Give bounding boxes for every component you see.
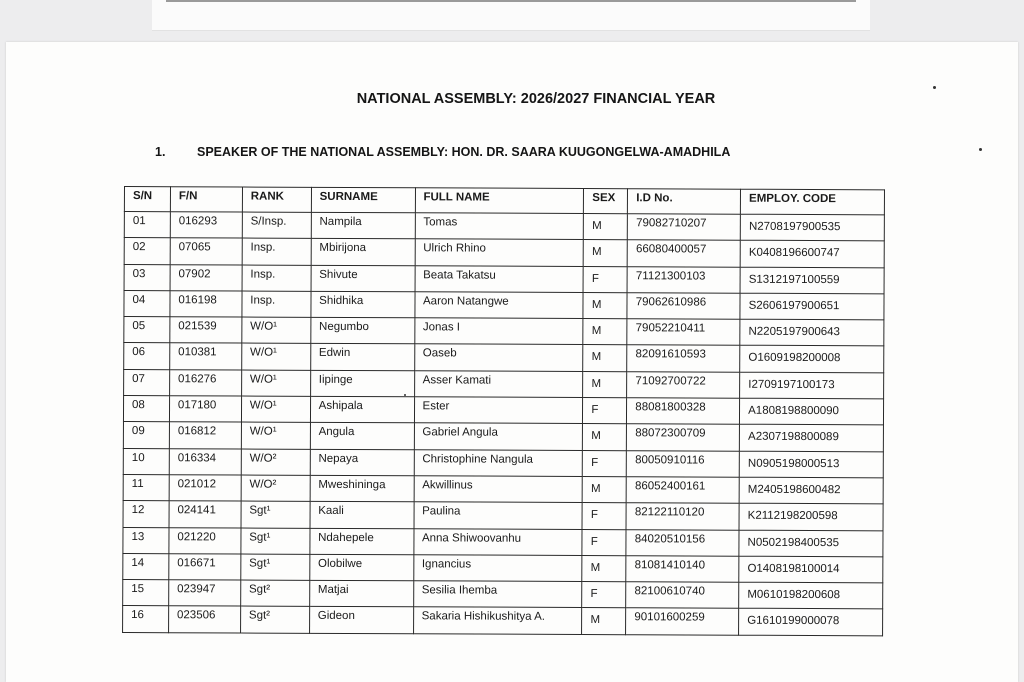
table-row xyxy=(124,264,884,294)
cell-sex: F xyxy=(583,266,627,292)
cell-sn: 07 xyxy=(124,369,170,395)
cell-fn: 07902 xyxy=(170,264,242,291)
header-sn: S/N xyxy=(124,187,170,212)
table-row xyxy=(123,501,883,531)
cell-sn: 04 xyxy=(124,290,170,316)
cell-employ-code: K2112198200598 xyxy=(739,503,883,530)
cell-surname: Shivute xyxy=(311,265,415,292)
cell-employ-code: G1610199000078 xyxy=(739,609,883,636)
cell-surname: Nampila xyxy=(311,212,415,239)
cell-rank: W/O¹ xyxy=(241,396,310,423)
document-page xyxy=(6,42,1018,682)
cell-sn: 08 xyxy=(123,396,169,422)
table-row xyxy=(123,580,883,610)
cell-sex: F xyxy=(582,582,626,608)
cell-full-name: Aaron Natangwe xyxy=(414,292,583,319)
cell-surname: Gideon xyxy=(309,607,413,634)
cell-surname: Olobilwe xyxy=(309,554,413,581)
cell-employ-code: O1609198200008 xyxy=(740,346,884,373)
table-row xyxy=(124,317,884,347)
cell-sex: M xyxy=(583,319,627,345)
cell-id-no: 79062610986 xyxy=(627,293,740,320)
table-row xyxy=(124,290,884,320)
table-header-row xyxy=(124,187,884,215)
cell-sn: 03 xyxy=(124,264,170,290)
table-row xyxy=(123,474,883,504)
cell-sex: F xyxy=(582,529,626,555)
cell-sex: M xyxy=(583,424,627,450)
table-row xyxy=(123,448,883,478)
header-sex: SEX xyxy=(584,189,628,214)
cell-sex: F xyxy=(583,398,627,424)
cell-id-no: 88072300709 xyxy=(627,424,740,451)
cell-sn: 11 xyxy=(123,474,169,500)
cell-rank: W/O¹ xyxy=(242,317,311,344)
cell-rank: Sgt² xyxy=(240,580,309,607)
cell-sex: M xyxy=(582,476,626,502)
section-number: 1. xyxy=(155,145,166,159)
cell-id-no: 88081800328 xyxy=(627,398,740,425)
table-row xyxy=(124,343,884,373)
cell-employ-code: M0610198200608 xyxy=(739,582,883,609)
cell-full-name: Tomas xyxy=(415,213,584,240)
cell-id-no: 71092700722 xyxy=(627,371,740,398)
cell-full-name: Asser Kamati xyxy=(414,371,583,398)
cell-sn: 09 xyxy=(123,422,169,448)
scan-speck xyxy=(404,394,406,396)
cell-sn: 10 xyxy=(123,448,169,474)
cell-rank: Insp. xyxy=(242,238,311,265)
cell-rank: W/O² xyxy=(241,449,310,476)
cell-fn: 021012 xyxy=(169,475,241,502)
cell-id-no: 79052210411 xyxy=(627,319,740,346)
cell-fn: 016293 xyxy=(170,212,242,239)
cell-full-name: Anna Shiwoovanhu xyxy=(413,528,582,555)
section-heading xyxy=(155,145,730,159)
cell-fn: 021220 xyxy=(169,527,241,554)
table-row xyxy=(124,212,884,242)
cell-surname: Mbirijona xyxy=(311,239,415,266)
cell-employ-code: S1312197100559 xyxy=(740,267,884,294)
cell-sn: 05 xyxy=(124,317,170,343)
cell-sex: M xyxy=(583,240,627,266)
cell-surname: Shidhika xyxy=(311,291,415,318)
cell-full-name: Ignancius xyxy=(413,555,582,582)
cell-fn: 016334 xyxy=(169,448,241,475)
table-row xyxy=(123,553,883,583)
header-surname: SURNAME xyxy=(311,187,415,212)
header-fn: F/N xyxy=(170,187,242,212)
cell-rank: Sgt¹ xyxy=(241,528,310,555)
cell-full-name: Ester xyxy=(414,397,583,424)
cell-sex: M xyxy=(583,345,627,371)
cell-fn: 016671 xyxy=(169,554,241,581)
cell-surname: Ndahepele xyxy=(310,528,414,555)
cell-id-no: 82100610740 xyxy=(626,582,739,609)
scan-speck xyxy=(933,86,936,89)
cell-id-no: 81081410140 xyxy=(626,556,739,583)
cell-rank: S/Insp. xyxy=(242,212,311,239)
cell-rank: Sgt¹ xyxy=(241,554,310,581)
cell-fn: 023947 xyxy=(169,580,241,607)
cell-employ-code: M2405198600482 xyxy=(739,477,883,504)
cell-employ-code: O1408198100014 xyxy=(739,556,883,583)
cell-surname: Negumbo xyxy=(310,318,414,345)
cell-sex: M xyxy=(583,292,627,318)
cell-fn: 024141 xyxy=(169,501,241,528)
cell-fn: 016812 xyxy=(169,422,241,449)
cell-full-name: Christophine Nangula xyxy=(414,449,583,476)
cell-id-no: 71121300103 xyxy=(627,266,740,293)
cell-sn: 13 xyxy=(123,527,169,553)
cell-id-no: 86052400161 xyxy=(626,477,739,504)
cell-employ-code: A1808198800090 xyxy=(740,398,884,425)
cell-surname: Mweshininga xyxy=(310,475,414,502)
cell-sex: M xyxy=(582,608,626,634)
cell-full-name: Sakaria Hishikushitya A. xyxy=(413,607,582,634)
cell-fn: 010381 xyxy=(170,343,242,370)
cell-sn: 02 xyxy=(124,238,170,264)
cell-rank: W/O¹ xyxy=(241,343,310,370)
cell-employ-code: N2205197900643 xyxy=(740,319,884,346)
cell-full-name: Gabriel Angula xyxy=(414,423,583,450)
cell-rank: Sgt¹ xyxy=(241,501,310,528)
personnel-table xyxy=(122,186,885,636)
cell-rank: W/O¹ xyxy=(241,370,310,397)
cell-surname: Ashipala xyxy=(310,396,414,423)
cell-full-name: Akwillinus xyxy=(414,476,583,503)
cell-sex: F xyxy=(582,503,626,529)
header-employ-code: EMPLOY. CODE xyxy=(741,189,885,215)
cell-employ-code: S2606197900651 xyxy=(740,293,884,320)
cell-id-no: 82091610593 xyxy=(627,345,740,372)
section-title: SPEAKER OF THE NATIONAL ASSEMBLY: HON. DR. SAARA KUUGONGELWA-AMADHILA xyxy=(197,145,731,159)
cell-employ-code: A2307198800089 xyxy=(739,425,883,452)
header-rank: RANK xyxy=(242,187,311,212)
cell-sex: M xyxy=(582,555,626,581)
cell-full-name: Ulrich Rhino xyxy=(415,239,584,266)
cell-sn: 12 xyxy=(123,501,169,527)
cell-rank: Insp. xyxy=(242,265,311,292)
scan-speck xyxy=(979,148,982,151)
cell-rank: Insp. xyxy=(242,291,311,318)
header-id-no: I.D No. xyxy=(628,189,741,214)
cell-sn: 01 xyxy=(124,212,170,238)
cell-id-no: 66080400057 xyxy=(627,240,740,267)
cell-full-name: Beata Takatsu xyxy=(415,265,584,292)
cell-full-name: Paulina xyxy=(414,502,583,529)
table-row xyxy=(124,238,884,268)
cell-id-no: 80050910116 xyxy=(627,450,740,477)
table-row xyxy=(124,369,884,399)
cell-rank: Sgt² xyxy=(240,606,309,633)
cell-sn: 06 xyxy=(124,343,170,369)
cell-employ-code: I2709197100173 xyxy=(740,372,884,399)
previous-page-edge xyxy=(152,0,870,31)
cell-employ-code: K0408196600747 xyxy=(740,240,884,267)
document-title: NATIONAL ASSEMBLY: 2026/2027 FINANCIAL YEAR xyxy=(356,91,716,107)
cell-full-name: Sesilia Ihemba xyxy=(413,581,582,608)
cell-surname: Matjai xyxy=(309,580,413,607)
cell-surname: Edwin xyxy=(310,344,414,371)
cell-sn: 14 xyxy=(123,553,169,579)
cell-employ-code: N2708197900535 xyxy=(740,214,884,241)
cell-fn: 016198 xyxy=(170,291,242,318)
cell-sex: F xyxy=(583,450,627,476)
previous-page-rule xyxy=(166,0,856,2)
cell-fn: 021539 xyxy=(170,317,242,344)
cell-full-name: Oaseb xyxy=(414,344,583,371)
cell-rank: W/O² xyxy=(241,475,310,502)
cell-surname: Nepaya xyxy=(310,449,414,476)
cell-sn: 16 xyxy=(123,606,169,632)
cell-surname: Iipinge xyxy=(310,370,414,397)
cell-sex: M xyxy=(583,371,627,397)
cell-employ-code: N0502198400535 xyxy=(739,530,883,557)
cell-id-no: 79082710207 xyxy=(628,214,741,241)
cell-id-no: 90101600259 xyxy=(626,608,739,635)
cell-sex: M xyxy=(584,214,628,240)
cell-id-no: 84020510156 xyxy=(626,529,739,556)
cell-employ-code: N0905198000513 xyxy=(739,451,883,478)
table-row xyxy=(123,422,883,452)
table-row xyxy=(123,527,883,557)
cell-fn: 016276 xyxy=(169,369,241,396)
cell-fn: 07065 xyxy=(170,238,242,265)
cell-fn: 017180 xyxy=(169,396,241,423)
cell-full-name: Jonas I xyxy=(414,318,583,345)
cell-surname: Kaali xyxy=(310,502,414,529)
cell-rank: W/O¹ xyxy=(241,422,310,449)
cell-id-no: 82122110120 xyxy=(626,503,739,530)
cell-fn: 023506 xyxy=(168,606,240,633)
header-full-name: FULL NAME xyxy=(415,188,584,214)
cell-sn: 15 xyxy=(123,580,169,606)
table-row xyxy=(123,396,883,426)
table-row xyxy=(123,606,883,636)
cell-surname: Angula xyxy=(310,423,414,450)
